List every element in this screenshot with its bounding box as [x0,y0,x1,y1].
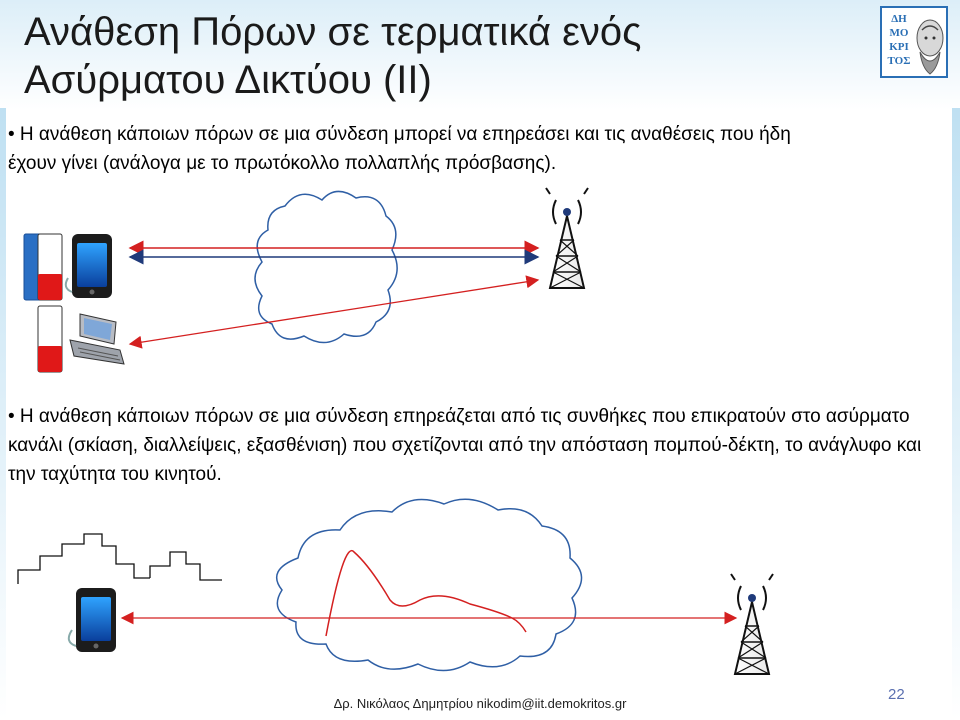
resource-bar-group-2 [38,306,62,372]
bullet-channel-conditions: • Η ανάθεση κάποιων πόρων σε μια σύνδεση επηρεάζεται από τις συνθήκες που επικρατούν στο ασύρματο κανάλι (σκίαση, διαλλείψεις, εξασθένιση) που σχετίζονται από την απόσταση πομπού-δέκτη, το ανάγλυφο και την ταχύτητα του κινητού. [8,406,922,485]
svg-text:ΚΡΙ: ΚΡΙ [889,41,909,53]
cell-tower-icon-top [546,188,588,288]
clamshell-device-icon [70,314,124,364]
slide-title-line-1: Ανάθεση Πόρων σε τερματικά ενός [24,10,642,54]
svg-text:ΔΗ: ΔΗ [891,13,907,25]
smartphone-icon [66,234,112,298]
resource-bar-red-fill-2 [38,346,62,372]
page-number: 22 [888,686,905,703]
svg-text:ΜΟ: ΜΟ [889,27,909,39]
smartphone-icon-bottom [69,588,116,652]
slide-footer: Δρ. Νικόλαος Δημητρίου nikodim@iit.demokritos.gr [333,696,627,711]
cell-tower-icon-bottom [731,574,773,674]
network-cloud-bottom [277,499,582,670]
network-cloud-top [255,191,397,342]
resource-bar-red-fill-1 [38,274,62,300]
bullet-resource-assignment: • Η ανάθεση κάποιων πόρων σε μια σύνδεση μπορεί να επηρεάσει και τις αναθέσεις που ήδη έχουν γίνει (ανάλογα με το πρωτόκολλο πολλαπλής πρόσβασης). [8,124,791,174]
svg-text:ΤΟΣ: ΤΟΣ [887,55,911,67]
fading-step-signal [18,534,222,584]
resource-bar-group-1 [24,234,62,300]
slide-title-line-2: Ασύρματου Δικτύου (ΙΙ) [24,58,432,102]
